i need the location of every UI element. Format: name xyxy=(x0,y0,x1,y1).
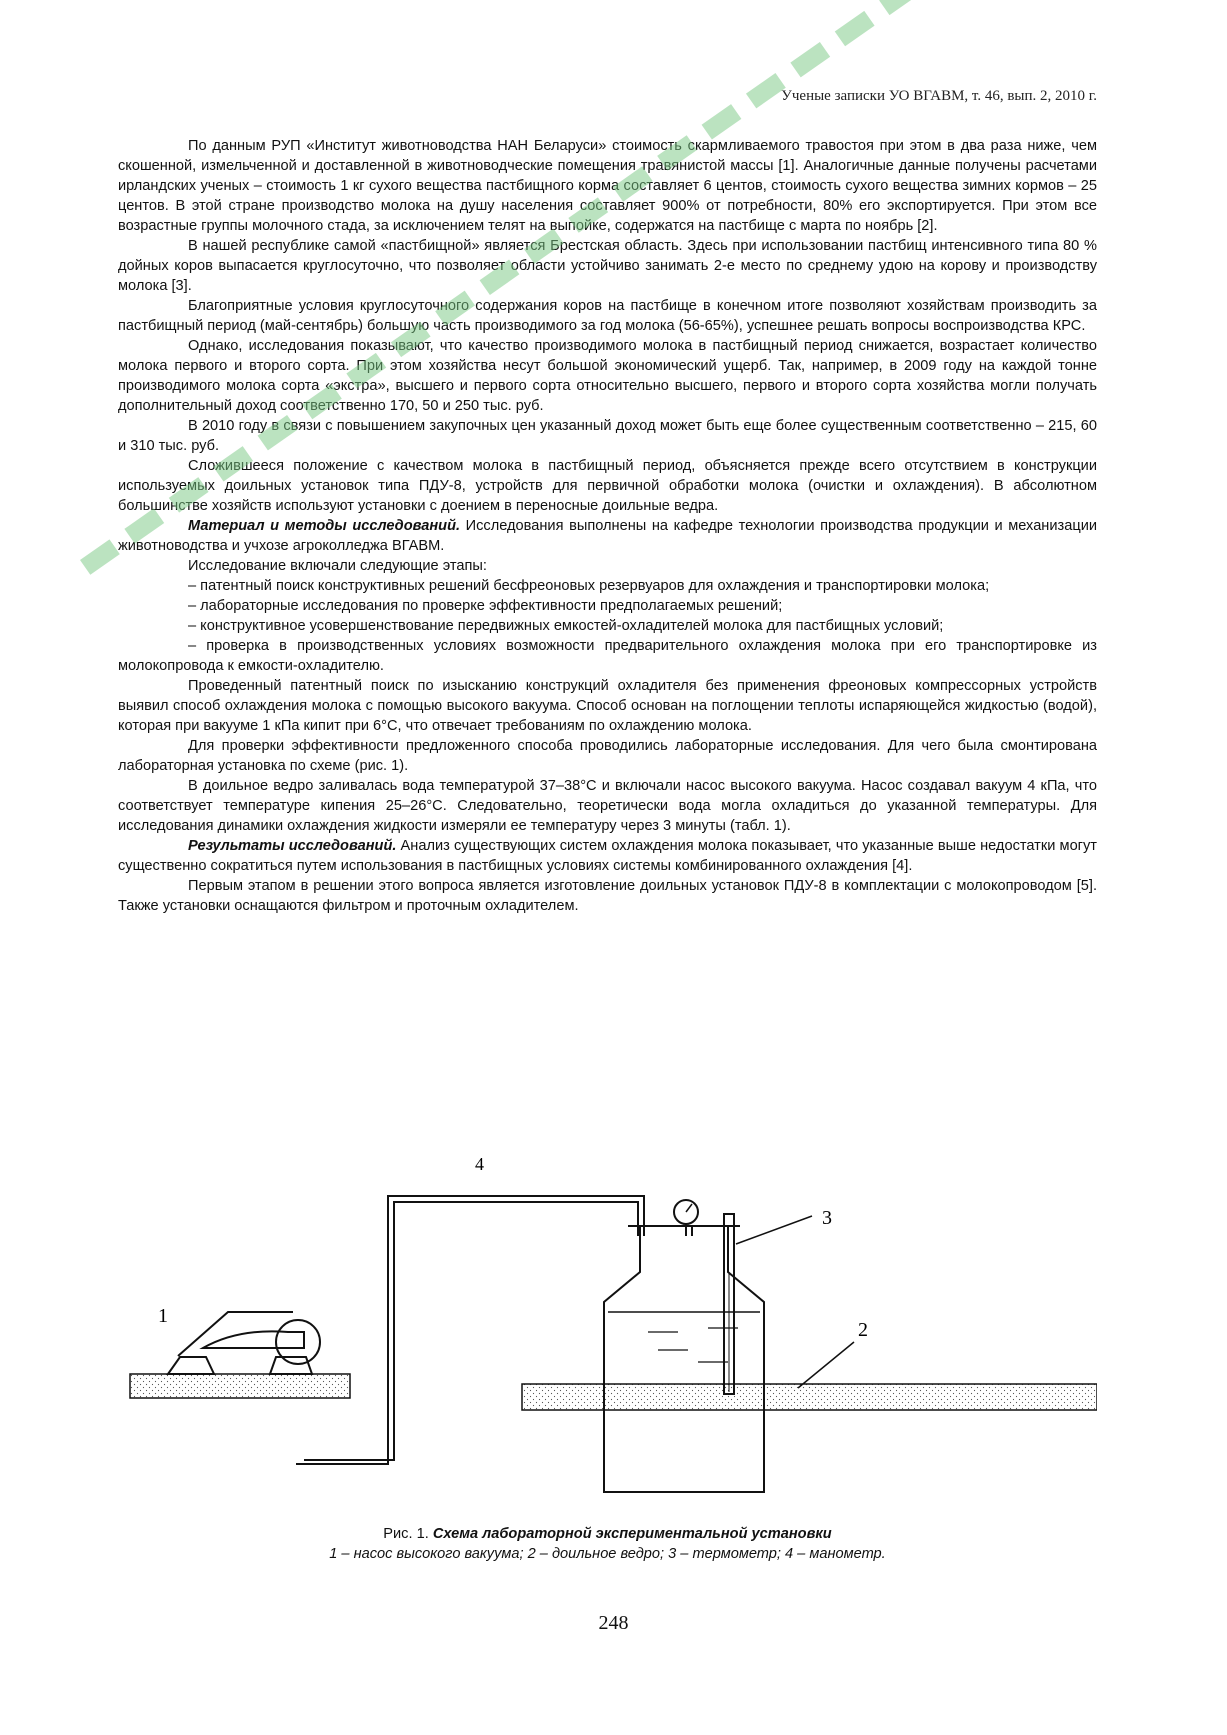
paragraph: По данным РУП «Институт животноводства НАН Беларуси» стоимость скармливаемого травостоя при этом в два раза ниже, чем скошенной, измельченной и доставленной в животноводческие помещения травянистой массы [1]. Аналогичные данные получены расчетами ирландских ученых – стоимость 1 кг сухого вещества пастбищного корма составляет 6 центов, стоимость сухого вещества зимних кормов – 25 центов. В этой стране производство молока на душу населения составляет 900% от потребности, 80% его экспортируется. При этом все возрастные группы молочного стада, за исключением телят на выпойке, содержатся на пастбище с марта по ноябрь [2]. xyxy=(118,138,1097,234)
figure-caption xyxy=(118,1524,1097,1564)
label-manometer: 4 xyxy=(475,1154,484,1174)
vacuum-hose xyxy=(296,1196,644,1464)
paragraph: В доильное ведро заливалась вода температурой 37–38°С и включали насос высокого вакуума. Насос создавал вакуум 4 кПа, что соответствует температуре кипения 25–26°С. Следовательно, теоретически вода могла охладиться до указанной температуры. Для исследования динамики охлаждения жидкости измеряли ее температуру через 3 минуты (табл. 1). xyxy=(118,778,1097,834)
methods-text: Исследования выполнены на кафедре технологии производства продукции и механизации животноводства и учхозе агроколледжа ВГАВМ. xyxy=(118,518,1097,554)
results-text: Анализ существующих систем охлаждения молока показывает, что указанные выше недостатки могут существенно сократиться путем использования в пастбищных условиях системы комбинированного охлаждения [4]. xyxy=(118,838,1097,874)
paragraph: Благоприятные условия круглосуточного содержания коров на пастбище в конечном итоге позволяют хозяйствам производить за пастбищный период (май-сентябрь) большую часть производимого за год молока (56-65%), успешнее решать вопросы воспроизводства КРС. xyxy=(118,298,1097,334)
page-number: 248 xyxy=(598,1612,629,1634)
caption-prefix: Рис. 1. xyxy=(383,1526,433,1542)
methods-paragraph xyxy=(118,516,1097,556)
paragraph: Для проверки эффективности предложенного способа проводились лабораторные исследования. Для чего была смонтирована лабораторная установка по схеме (рис. 1). xyxy=(118,738,1097,774)
results-heading: Результаты исследований. xyxy=(188,838,397,854)
experimental-setup-figure xyxy=(118,1152,1097,1522)
milking-bucket xyxy=(604,1226,764,1492)
floor-slab-left xyxy=(130,1374,350,1398)
stage-item: – лабораторные исследования по проверке эффективности предполагаемых решений; xyxy=(188,598,783,614)
stage-item: – проверка в производственных условиях возможности предварительного охлаждения молока при его транспортировке из молокопровода к емкости-охладителю. xyxy=(118,638,1097,674)
label-thermometer: 3 xyxy=(822,1207,832,1229)
paragraph: Сложившееся положение с качеством молока в пастбищный период, объясняется прежде всего отсутствием в конструкции используемых доильных установок типа ПДУ-8, устройств для первичной обработки молока (очистки и охлаждения). В абсолютном большинстве хозяйств используют установки с доением в переносные доильные ведра. xyxy=(118,458,1097,514)
paragraph: В нашей республике самой «пастбищной» является Брестская область. Здесь при использовании пастбищ интенсивного типа 80 % дойных коров выпасается круглосуточно, что позволяет области устойчиво занимать 2-е место по среднему удою на корову и производству молока [3]. xyxy=(118,238,1097,294)
stage-item: – конструктивное усовершенствование передвижных емкостей-охладителей молока для пастбищных условий; xyxy=(188,618,944,634)
article-body xyxy=(118,136,1097,916)
methods-heading: Материал и методы исследований. xyxy=(188,518,461,534)
manometer xyxy=(674,1200,698,1236)
vacuum-pump xyxy=(168,1312,320,1374)
results-paragraph xyxy=(118,836,1097,876)
leader-bucket xyxy=(798,1342,854,1388)
paragraph: Проведенный патентный поиск по изысканию конструкций охладителя без применения фреоновых компрессорных устройств выявил способ охлаждения молока с помощью высокого вакуума. Способ основан на поглощении теплоты испаряющейся жидкостью (водой), которая при вакууме 1 кПа кипит при 6°С, что отвечает требованиям по охлаждению молока. xyxy=(118,678,1097,734)
floor-slab-right xyxy=(522,1384,1097,1410)
setup-diagram xyxy=(118,1152,1097,1522)
paragraph: Первым этапом в решении этого вопроса является изготовление доильных установок ПДУ-8 в комплектации с молокопроводом [5]. Также установки оснащаются фильтром и проточным охладителем. xyxy=(118,878,1097,914)
label-bucket: 2 xyxy=(858,1319,868,1341)
paragraph: Однако, исследования показывают, что качество производимого молока в пастбищный период снижается, возрастает количество молока первого и второго сорта. При этом хозяйства несут большой экономический ущерб. Так, например, в 2009 году на каждой тонне производимого молока сорта «экстра», высшего и первого сорта относительно высшего, первого и второго сорта хозяйства могли получать дополнительный доход соответственно 170, 50 и 250 тыс. руб. xyxy=(118,338,1097,414)
leader-thermometer xyxy=(736,1216,812,1244)
label-pump: 1 xyxy=(158,1305,168,1327)
stages-intro: Исследование включали следующие этапы: xyxy=(188,558,487,574)
caption-title: Схема лабораторной экспериментальной установки xyxy=(432,1526,832,1542)
caption-legend: 1 – насос высокого вакуума; 2 – доильное ведро; 3 – термометр; 4 – манометр. xyxy=(329,1546,886,1562)
stage-item: – патентный поиск конструктивных решений бесфреоновых резервуаров для охлаждения и транспортировки молока; xyxy=(188,578,990,594)
paragraph: В 2010 году в связи с повышением закупочных цен указанный доход может быть еще более существенным соответственно – 215, 60 и 310 тыс. руб. xyxy=(118,418,1097,454)
running-header: Ученые записки УО ВГАВМ, т. 46, вып. 2, 2010 г. xyxy=(781,88,1097,104)
